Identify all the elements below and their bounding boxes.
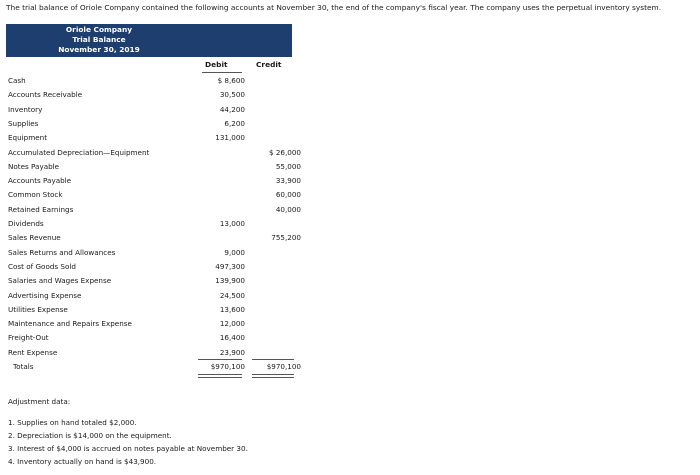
account-name: Equipment xyxy=(8,133,48,143)
account-row xyxy=(8,161,301,176)
account-row xyxy=(8,305,298,319)
account-row xyxy=(8,190,301,204)
account-name: Accounts Receivable xyxy=(8,90,83,100)
account-row xyxy=(8,333,298,347)
debit-header-rule xyxy=(202,72,242,73)
account-name: Dividends xyxy=(8,219,44,228)
credit-amount: 55,000 xyxy=(275,161,301,171)
credit-amount: 40,000 xyxy=(275,204,301,214)
account-name: Utilities Expense xyxy=(8,304,68,314)
account-name: Cash xyxy=(8,76,26,85)
account-name: Inventory xyxy=(8,104,43,114)
debit-amount: $ 8,600 xyxy=(217,76,245,85)
debit-amount: 23,900 xyxy=(219,347,245,357)
company-name: Oriole Company xyxy=(65,25,133,34)
totals-label: Totals xyxy=(13,362,34,371)
account-row xyxy=(8,147,301,162)
account-row xyxy=(8,276,298,290)
account-row xyxy=(8,90,298,104)
account-name: Advertising Expense xyxy=(8,290,82,300)
debit-amount: 139,900 xyxy=(215,276,245,286)
account-name: Common Stock xyxy=(8,190,63,200)
totals-credit: $970,100 xyxy=(266,362,301,371)
account-name: Notes Payable xyxy=(8,161,60,171)
account-name: Retained Earnings xyxy=(8,204,74,214)
adjustment-item: 1. Supplies on hand totaled $2,000. xyxy=(8,418,137,427)
statement-date: November 30, 2019 xyxy=(58,45,140,54)
debit-amount: 9,000 xyxy=(224,247,245,257)
intro-text: The trial balance of Oriole Company contained the following accounts at November 30, the end of the company's fiscal year. The company uses the perpetual inventory system. xyxy=(6,3,662,12)
credit-amount: 33,900 xyxy=(275,176,301,186)
credit-amount: 60,000 xyxy=(275,190,301,200)
account-name: Rent Expense xyxy=(8,347,58,357)
debit-amount: 6,200 xyxy=(224,118,245,128)
account-row xyxy=(8,133,298,147)
adjustment-item: 4. Inventory actually on hand is $43,900. xyxy=(8,457,157,466)
debit-amount: 24,500 xyxy=(219,290,245,300)
debit-amount: 131,000 xyxy=(215,133,245,143)
account-name: Sales Revenue xyxy=(8,233,61,243)
account-row xyxy=(8,176,301,190)
totals-debit: $970,100 xyxy=(210,362,245,371)
debit-amount: 12,000 xyxy=(219,319,245,329)
debit-amount: 30,500 xyxy=(219,90,245,100)
credit-column-header: Credit xyxy=(256,60,282,69)
credit-amount: $ 26,000 xyxy=(268,147,301,157)
credit-subtotal-rule xyxy=(252,359,294,360)
credit-amount: 755,200 xyxy=(271,233,301,243)
account-name: Accumulated Depreciation—Equipment xyxy=(8,147,150,157)
account-name: Accounts Payable xyxy=(8,176,72,186)
account-name: Supplies xyxy=(8,118,39,128)
debit-column-header: Debit xyxy=(205,60,228,69)
debit-subtotal-rule xyxy=(198,359,242,360)
account-name: Freight-Out xyxy=(8,333,49,343)
debit-amount: 497,300 xyxy=(215,261,245,271)
account-name: Maintenance and Repairs Expense xyxy=(8,319,132,329)
account-name: Cost of Goods Sold xyxy=(8,261,76,271)
account-row xyxy=(8,291,298,305)
adjustment-item: 3. Interest of $4,000 is accrued on notes payable at November 30. xyxy=(8,444,248,453)
account-row xyxy=(8,233,301,247)
debit-amount: 16,400 xyxy=(219,333,245,343)
adjustment-title: Adjustment data: xyxy=(8,397,71,406)
account-row xyxy=(8,76,298,90)
account-row xyxy=(8,262,298,276)
statement-title: Trial Balance xyxy=(72,35,126,44)
account-row xyxy=(8,219,298,233)
account-name: Sales Returns and Allowances xyxy=(8,247,116,257)
account-row xyxy=(8,319,298,333)
debit-total-double-rule xyxy=(198,374,242,378)
debit-amount: 13,000 xyxy=(219,219,245,228)
account-row xyxy=(8,248,298,262)
credit-total-double-rule xyxy=(252,374,294,378)
account-row xyxy=(8,119,298,133)
adjustment-item: 2. Depreciation is $14,000 on the equipment. xyxy=(8,431,172,440)
account-row xyxy=(8,204,301,219)
debit-amount: 13,600 xyxy=(219,304,245,314)
trial-balance-header xyxy=(6,24,292,57)
account-name: Salaries and Wages Expense xyxy=(8,276,112,286)
debit-amount: 44,200 xyxy=(219,104,245,114)
account-row xyxy=(8,105,298,119)
